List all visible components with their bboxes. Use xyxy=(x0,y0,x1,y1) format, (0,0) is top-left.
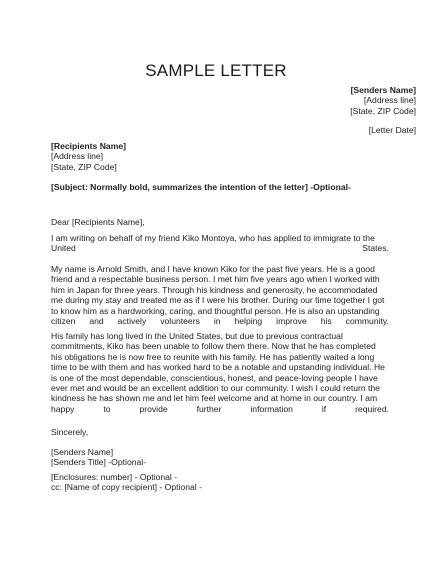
paragraph-3-line xyxy=(51,404,389,414)
paragraph-2-line: him in Japan for three years. Through his kindness and generosity, he accommodated xyxy=(51,284,378,295)
paragraph-3-word: required. xyxy=(355,403,389,414)
recipient-name: [Recipients Name] xyxy=(51,141,126,151)
paragraph-2-word: volunteers xyxy=(160,316,200,327)
closing: Sincerely, xyxy=(51,427,89,437)
paragraph-2-word: his xyxy=(320,316,332,327)
paragraph-3-line: kindness he has shown me and let him feel welcome and at home in our country. I am xyxy=(51,393,378,404)
paragraph-3-word: further xyxy=(196,403,222,414)
paragraph-3-line: is one of the most dependable, conscientious, honest, and peace-loving people I have xyxy=(51,372,378,383)
paragraph-2-line xyxy=(51,316,389,326)
subject-line: [Subject: Normally bold, summarizes the intention of the letter] -Optional- xyxy=(51,182,351,192)
recipient-address: [Address line] xyxy=(51,151,104,162)
paragraph-3-word: happy xyxy=(51,403,75,414)
sender-name: [Senders Name] xyxy=(350,85,416,95)
paragraph-2-word: community. xyxy=(345,316,389,327)
paragraph-3-line: his obligations he is now free to reunite with his family. He has patiently waited a long xyxy=(51,351,375,362)
paragraph-2-line: My name is Arnold Smith, and I have known Kiko for the past five years. He is a good xyxy=(51,264,375,274)
recipient-state: [State, ZIP Code] xyxy=(51,161,117,172)
enclosures-block xyxy=(51,472,389,493)
sender-block xyxy=(350,85,416,116)
paragraph-1-line: I am writing on behalf of my friend Kiko Montoya, who has applied to immigrate to the xyxy=(51,233,375,243)
enclosures-line: [Enclosures: number] - Optional - xyxy=(51,472,178,482)
paragraph-2-word: citizen xyxy=(51,316,76,327)
paragraph-3-word: information xyxy=(250,403,293,414)
page-title: SAMPLE LETTER xyxy=(145,61,287,80)
paragraph-3-word: provide xyxy=(139,403,168,414)
paragraph-3-line: His family has long lived in the United States, but due to previous contractual xyxy=(51,331,343,341)
paragraph-1-word: United xyxy=(51,243,76,254)
paragraph-3-line: ever met and would be an excellent addition to our community. I wish I could return the xyxy=(51,383,380,394)
paragraph-2-word: improve xyxy=(276,316,307,327)
paragraph-3-word: to xyxy=(103,403,111,414)
letter-date: [Letter Date] xyxy=(368,125,416,135)
sender-state: [State, ZIP Code] xyxy=(350,105,416,116)
salutation: Dear [Recipients Name], xyxy=(51,217,145,227)
paragraph-3-line: commitments, Kiko has been unable to follow them there. Now that he has completed xyxy=(51,341,376,352)
paragraph-2-word: helping xyxy=(234,316,263,327)
paragraph-2-word: in xyxy=(213,316,221,327)
paragraph-1 xyxy=(51,233,389,254)
paragraph-3-word: if xyxy=(321,403,327,414)
paragraph-3-line: time to be with them and has worked hard to be a notable and upstanding individual. He xyxy=(51,362,385,373)
paragraph-2-line: to know him as a hardworking, caring, and thoughtful person. He is also an upstanding xyxy=(51,305,380,316)
paragraph-3 xyxy=(51,331,389,414)
paragraph-2-line: me during my stay and treated me as if I were his brother. During our time together I got xyxy=(51,295,385,306)
sender-address: [Address line] xyxy=(363,95,416,106)
cc-line: cc: [Name of copy recipient] - Optional - xyxy=(51,482,202,493)
signature-title: [Senders Title] -Optional- xyxy=(51,457,147,468)
paragraph-1-line xyxy=(51,243,389,253)
paragraph-2 xyxy=(51,264,389,326)
signature-name: [Senders Name] xyxy=(51,447,114,457)
recipient-block xyxy=(51,141,126,172)
paragraph-2-word: actively xyxy=(117,316,147,327)
paragraph-2-line: friend and a respectable business person. I met him five years ago when I worked with xyxy=(51,274,380,285)
signature-block xyxy=(51,447,389,468)
paragraph-1-word: States. xyxy=(362,243,389,254)
paragraph-2-word: and xyxy=(89,316,104,327)
